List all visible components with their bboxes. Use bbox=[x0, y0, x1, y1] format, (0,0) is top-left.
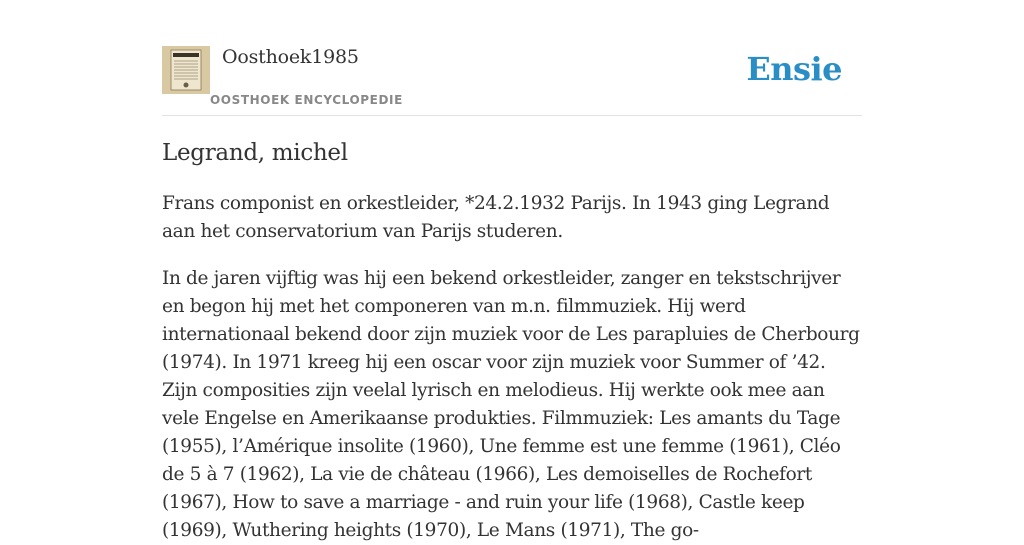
brand-logo[interactable]: Ensie bbox=[746, 50, 842, 88]
article-paragraph: In de jaren vijftig was hij een bekend orkestleider, zanger en tekstschrijver en begon hij met het componeren van m.n. filmmuziek. Hij werd internationaal bekend door zijn muziek voor de Les parapluies de Cherbourg (1974). In 1971 kreeg hij een oscar voor zijn muziek voor Summer of ’42. Zijn composities zijn veelal lyrisch en melodieus. Hij werkte ook mee aan vele Engelse en Amerikaanse produkties. Filmmuziek: Les amants du Tage (1955), l’Amérique insolite (1960), Une femme est une femme (1961), Cléo de 5 à 7 (1962), La vie de château (1966), Les demoiselles de Rochefort (1967), How to save a marriage - and ruin your life (1968), Castle keep (1969), Wuthering heights (1970), Le Mans (1971), The go- bbox=[162, 268, 860, 541]
article-paragraph: Frans componist en orkestleider, *24.2.1932 Parijs. In 1943 ging Legrand aan het conservatorium van Parijs studeren. bbox=[162, 193, 830, 242]
author-avatar[interactable] bbox=[162, 46, 210, 94]
author-name[interactable]: Oosthoek1985 bbox=[222, 46, 359, 68]
article-title: Legrand, michel bbox=[162, 140, 348, 166]
article-header bbox=[162, 0, 862, 116]
publisher-name[interactable]: OOSTHOEK ENCYCLOPEDIE bbox=[210, 93, 403, 107]
book-cover-icon bbox=[162, 46, 210, 94]
page-container bbox=[162, 0, 862, 545]
